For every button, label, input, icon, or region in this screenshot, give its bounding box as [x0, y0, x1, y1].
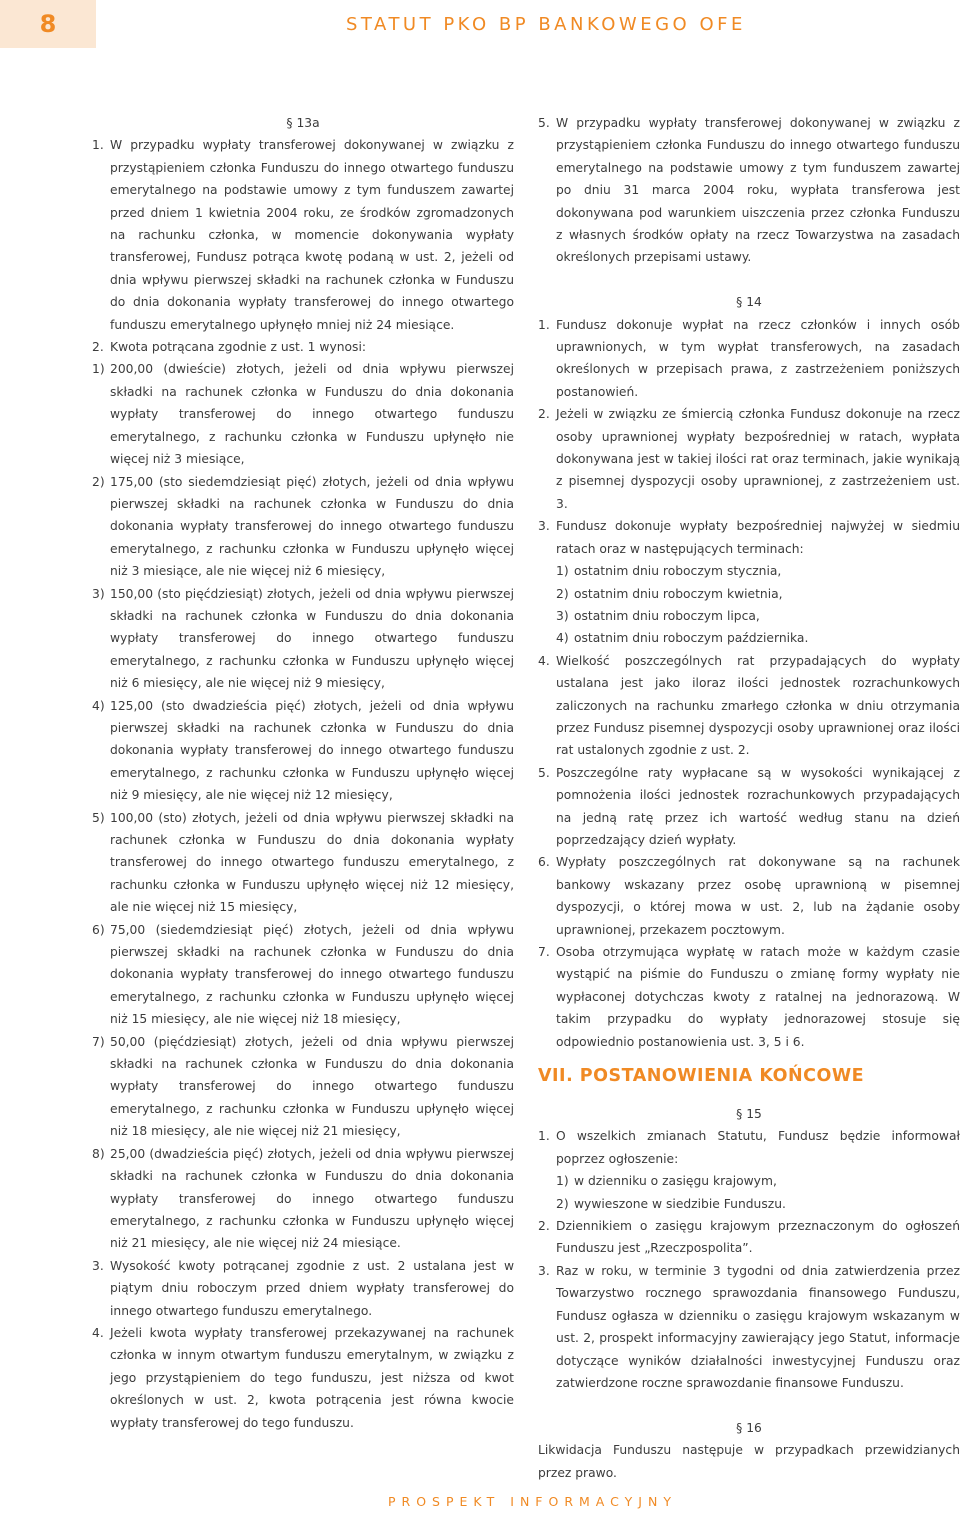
subitem-text: 100,00 (sto) złotych, jeżeli od dnia wpływu pierwszej składki na rachunek członka w Funduszu do dnia dokonania wypłaty transferowej do innego otwartego funduszu emerytalnego, z rachunku członka w Funduszu upłynęło więcej niż 12 miesięcy, ale nie więcej niż 15 miesięcy, [110, 810, 514, 915]
item-text: O wszelkich zmianach Statutu, Fundusz będzie informował poprzez ogłoszenie: [556, 1129, 960, 1166]
item-number: 3. [538, 519, 550, 534]
chapter-heading: VII. POSTANOWIENIA KOŃCOWE [538, 1066, 865, 1087]
paragraph-item [538, 650, 960, 762]
paragraph-item [538, 1215, 960, 1260]
subitem-number: 5) [92, 810, 105, 825]
paragraph-item [538, 941, 960, 1053]
paragraph-item [92, 1255, 514, 1322]
subitem-text: ostatnim dniu roboczym lipca, [574, 608, 760, 623]
amount-list-item [92, 919, 514, 1031]
section-15-heading: § 15 [736, 1107, 762, 1122]
subitem-number: 3) [556, 608, 569, 623]
subitem-number: 6) [92, 922, 105, 937]
item-number: 4. [92, 1325, 104, 1340]
item-text: Kwota potrącana zgodnie z ust. 1 wynosi: [110, 340, 367, 355]
item-number: 4. [538, 653, 550, 668]
section-13a-heading: § 13a [286, 116, 320, 130]
item-number: 7. [538, 945, 550, 960]
section-16-heading: § 16 [736, 1420, 762, 1435]
item-text: Osoba otrzymująca wypłatę w ratach może w każdym czasie wystąpić na piśmie do Funduszu o zmianę formy wypłaty nie wypłaconej dotychczas kwoty z ratalnej na jednorazową. W takim przypadku do wypłaty jednorazowej stosuje się odpowiednio postanowienia ust. 3, 5 i 6. [556, 945, 960, 1049]
amount-list-item [92, 807, 514, 919]
item-number: 6. [538, 855, 550, 870]
item-number: 2. [538, 1219, 550, 1234]
subitem-number: 1) [556, 564, 569, 579]
item-text: Raz w roku, w terminie 3 tygodni od dnia zatwierdzenia przez Towarzystwo rocznego sprawozdania finansowego Funduszu, Fundusz ogłasza w dzienniku o zasięgu krajowym wskazanym w ust. 2, prospekt informacyjny zawierający jego Statut, informacje dotyczące wyników działalności inwestycyjnej Funduszu oraz zatwierdzone roczne sprawozdanie finansowe Funduszu. [556, 1263, 960, 1390]
left-column [92, 112, 514, 1434]
item-text: Wypłaty poszczególnych rat dokonywane są na rachunek bankowy wskazany przez osobę uprawnioną w pisemnej dyspozycji, o której mowa w ust. 2, lub na żądanie osoby uprawnionej, przekazem pocztowym. [556, 855, 960, 937]
item-text: Fundusz dokonuje wypłat na rzecz członków i innych osób uprawnionych, w tym wypłat transferowych, na zasadach określonych w przepisach prawa, z zastrzeżeniem poniższych postanowień. [556, 317, 960, 399]
subitem-text: ostatnim dniu roboczym stycznia, [574, 564, 782, 579]
item-number: 3. [538, 1263, 550, 1278]
subitem-text: w dzienniku o zasięgu krajowym, [574, 1174, 777, 1189]
paragraph-item [538, 112, 960, 269]
subitem-text: wywieszone w siedzibie Funduszu. [574, 1196, 786, 1211]
item-text: Jeżeli kwota wypłaty transferowej przekazywanej na rachunek członka w innym otwartym funduszu emerytalnym, w związku z jego przystąpieniem do tego funduszu, jest niższa od kwot określonych w ust. 2, kwota potrącenia jest równa kwocie wypłaty transferowej do tego funduszu. [110, 1325, 514, 1430]
section-14-number: 14 [746, 295, 762, 310]
subitem-number: 7) [92, 1034, 105, 1049]
paragraph-item [538, 851, 960, 941]
installment-date-item [556, 605, 960, 627]
item-number: 5. [538, 116, 550, 130]
paragraph-item [538, 403, 960, 515]
paragraph-item [92, 336, 514, 358]
installment-date-item [556, 627, 960, 649]
item-number: 5. [538, 765, 550, 780]
section-16-number: 16 [746, 1420, 762, 1435]
subitem-number: 1) [92, 362, 105, 377]
subitem-number: 2) [92, 474, 105, 489]
item-text: Wysokość kwoty potrącanej zgodnie z ust. 2 ustalana jest w piątym dniu roboczym przed dniem wypłaty transferowej do innego otwartego funduszu emerytalnego. [110, 1258, 514, 1318]
subitem-number: 8) [92, 1146, 105, 1161]
subitem-number: 3) [92, 586, 105, 601]
subitem-text: ostatnim dniu roboczym kwietnia, [574, 586, 783, 601]
subitem-text: 175,00 (sto siedemdziesiąt pięć) złotych, jeżeli od dnia wpływu pierwszej składki na rachunek członka w Funduszu do dnia dokonania wypłaty transferowej do innego otwartego funduszu emerytalnego, z rachunku członka w Funduszu upłynęło więcej niż 3 miesiące, ale nie więcej niż 6 miesięcy, [110, 474, 514, 579]
item-number: 2. [538, 407, 550, 422]
paragraph-item [92, 1322, 514, 1434]
subitem-text: 125,00 (sto dwadzieścia pięć) złotych, jeżeli od dnia wpływu pierwszej składki na rachunek członka w Funduszu do dnia dokonania wypłaty transferowej do innego otwartego funduszu emerytalnego, z rachunku członka w Funduszu upłynęło więcej niż 9 miesięcy, ale nie więcej niż 12 miesięcy, [110, 698, 514, 803]
item-text: Poszczególne raty wypłacane są w wysokości wynikającej z pomnożenia ilości jednostek rozrachunkowych przypadających na jedną ratę przez ich wartość według stanu na dzień poprzedzający dzień wypłaty. [556, 765, 960, 847]
subitem-text: 200,00 (dwieście) złotych, jeżeli od dnia wpływu pierwszej składki na rachunek członka w Funduszu do dnia dokonania wypłaty transferowej do innego otwartego funduszu emerytalnego, z rachunku członka w Funduszu upłynęło nie więcej niż 3 miesiące, [110, 362, 514, 467]
item-text: Dziennikiem o zasięgu krajowym przeznaczonym do ogłoszeń Funduszu jest „Rzeczpospolita”. [556, 1219, 960, 1256]
document-title: STATUT PKO BP BANKOWEGO OFE [346, 14, 746, 35]
page-number: 8 [0, 0, 96, 48]
amount-list-item [92, 1143, 514, 1255]
item-number: 3. [92, 1258, 104, 1273]
item-text: Fundusz dokonuje wypłaty bezpośredniej najwyżej w siedmiu ratach oraz w następujących terminach: [556, 519, 960, 556]
subitem-number: 2) [556, 1196, 569, 1211]
subitem-text: ostatnim dniu roboczym października. [574, 631, 809, 646]
subitem-text: 150,00 (sto pięćdziesiąt) złotych, jeżeli od dnia wpływu pierwszej składki na rachunek członka w Funduszu do dnia dokonania wypłaty transferowej do innego otwartego funduszu emerytalnego, z rachunku członka w Funduszu upłynęło więcej niż 6 miesięcy, ale nie więcej niż 9 miesięcy, [110, 586, 514, 691]
amount-list [92, 358, 514, 1254]
amount-list-item [92, 695, 514, 807]
right-column [538, 112, 960, 1484]
item-number: 1. [92, 138, 104, 153]
item-text: W przypadku wypłaty transferowej dokonywanej w związku z przystąpieniem członka Funduszu do innego otwartego funduszu emerytalnego na podstawie umowy z tym funduszem zawartej przed dniem 1 kwietnia 2004 roku, ze środków zgromadzonych na rachunku członka, w momencie dokonywania wypłaty transferowej, Fundusz potrąca kwotę podaną w ust. 2, jeżeli od dnia wpływu pierwszej składki na rachunek członka w Funduszu do dnia dokonania wypłaty transferowej do innego otwartego funduszu emerytalnego upłynęło mniej niż 24 miesiące. [110, 138, 514, 332]
footer-prospectus-label: PROSPEKT INFORMACYJNY [388, 1494, 677, 1509]
amount-list-item [92, 583, 514, 695]
paragraph-item [538, 314, 960, 404]
installment-dates-list [538, 560, 960, 650]
amount-list-item [92, 471, 514, 583]
subitem-number: 2) [556, 586, 569, 601]
subitem-text: 75,00 (siedemdziesiąt pięć) złotych, jeżeli od dnia wpływu pierwszej składki na rachunek członka w Funduszu do dnia dokonania wypłaty transferowej do innego otwartego funduszu emerytalnego, z rachunku członka w Funduszu upłynęło więcej niż 15 miesięcy, ale nie więcej niż 18 miesięcy, [110, 922, 514, 1027]
amount-list-item [92, 358, 514, 470]
paragraph-item [538, 762, 960, 852]
item-text: W przypadku wypłaty transferowej dokonywanej w związku z przystąpieniem członka Funduszu do innego otwartego funduszu emerytalnego na podstawie umowy z tym funduszem zawartej po dniu 31 marca 2004 roku, wypłata transferowa jest dokonywana pod warunkiem uiszczenia przez członka Funduszu z własnych środków opłaty na rzecz Towarzystwa na zasadach określonych przepisami ustawy. [556, 116, 960, 265]
installment-date-item [556, 583, 960, 605]
paragraph-item [92, 134, 514, 336]
item-number: 1. [538, 317, 550, 332]
announcement-list [538, 1170, 960, 1215]
amount-list-item [92, 1031, 514, 1143]
subitem-number: 4) [92, 698, 105, 713]
announcement-item [556, 1193, 960, 1215]
paragraph-item [538, 1260, 960, 1394]
subitem-number: 1) [556, 1174, 569, 1189]
paragraph-item [538, 515, 960, 560]
subitem-text: 50,00 (pięćdziesiąt) złotych, jeżeli od dnia wpływu pierwszej składki na rachunek członka w Funduszu do dnia dokonania wypłaty transferowej do innego otwartego funduszu emerytalnego, z rachunku członka w Funduszu upłynęło więcej niż 18 miesięcy, ale nie więcej niż 21 miesięcy, [110, 1034, 514, 1139]
item-text: Wielkość poszczególnych rat przypadających do wypłaty ustalana jest jako iloraz ilości jednostek rozrachunkowych zaliczonych na rachunku zmarłego członka w dniu otrzymania przez Fundusz pisemnej dyspozycji osoby uprawnionej oraz ilości rat ustalonych zgodnie z ust. 2. [556, 653, 960, 758]
item-text: Jeżeli w związku ze śmiercią członka Fundusz dokonuje na rzecz osoby uprawnionej wypłaty bezpośredniej w ratach, wypłata dokonywana jest w takiej ilości rat oraz terminach, jakie wynikają z pisemnej dyspozycji osoby uprawnionej, z zastrzeżeniem ust. 3. [556, 407, 960, 511]
subitem-text: 25,00 (dwadzieścia pięć) złotych, jeżeli od dnia wpływu pierwszej składki na rachunek członka w Funduszu do dnia dokonania wypłaty transferowej do innego otwartego funduszu emerytalnego, z rachunku członka w Funduszu upłynęło więcej niż 21 miesięcy, ale nie więcej niż 24 miesiące. [110, 1146, 514, 1251]
section-14-heading: § 14 [736, 295, 762, 310]
installment-date-item [556, 560, 960, 582]
section-15-number: 15 [746, 1107, 762, 1122]
paragraph-item [538, 1125, 960, 1170]
item-number: 2. [92, 340, 104, 355]
section-13a-number: 13a [296, 116, 320, 130]
subitem-number: 4) [556, 631, 569, 646]
item-number: 1. [538, 1129, 550, 1144]
liquidation-paragraph: Likwidacja Funduszu następuje w przypadkach przewidzianych przez prawo. [538, 1443, 960, 1480]
announcement-item [556, 1170, 960, 1192]
